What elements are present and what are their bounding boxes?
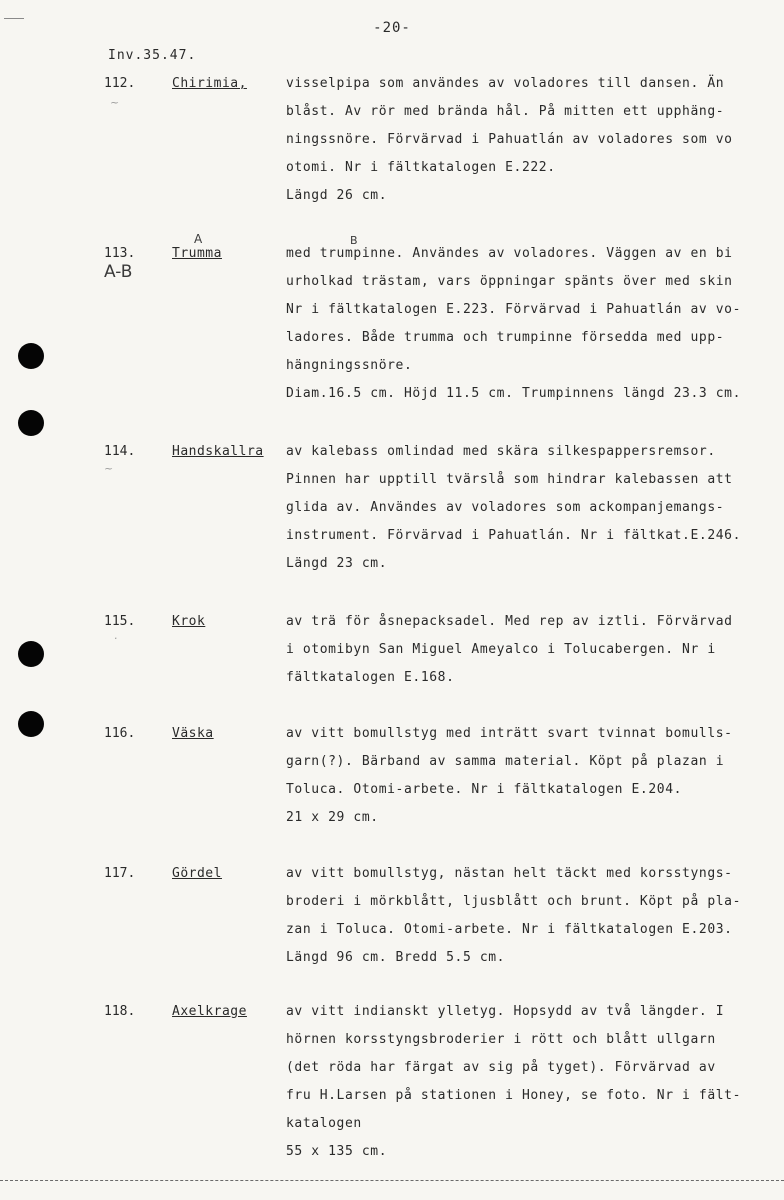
description-line: glida av. Användes av voladores som ackompanjemangs- bbox=[286, 500, 725, 515]
entry-number: 115. bbox=[104, 614, 136, 629]
description-line: av kalebass omlindad med skära silkespappersremsor. bbox=[286, 444, 716, 459]
entry-name: Axelkrage bbox=[172, 1004, 247, 1019]
entry-description bbox=[286, 720, 766, 832]
entry-description bbox=[286, 860, 766, 972]
entry-description bbox=[286, 240, 766, 408]
description-line: av vitt bomullstyg med inträtt svart tvinnat bomulls- bbox=[286, 726, 733, 741]
description-line: hörnen korsstyngsbroderier i rött och blått ullgarn bbox=[286, 1032, 716, 1047]
description-line: av vitt indianskt ylletyg. Hopsydd av två längder. I bbox=[286, 1004, 725, 1019]
description-line: zan i Toluca. Otomi-arbete. Nr i fältkatalogen E.203. bbox=[286, 922, 733, 937]
entry-description bbox=[286, 998, 766, 1166]
entry-number: 113. bbox=[104, 246, 136, 261]
entry-number: 117. bbox=[104, 866, 136, 881]
description-line: instrument. Förvärvad i Pahuatlán. Nr i fältkat.E.246. bbox=[286, 528, 742, 543]
entry-name: Trumma bbox=[172, 246, 222, 261]
description-line: blåst. Av rör med brända hål. På mitten ett upphäng- bbox=[286, 104, 725, 119]
description-line: visselpipa som användes av voladores till dansen. Än bbox=[286, 76, 725, 91]
punch-hole bbox=[18, 343, 44, 369]
entry-number: 114. bbox=[104, 444, 136, 459]
description-line: otomi. Nr i fältkatalogen E.222. bbox=[286, 160, 556, 175]
description-line: urholkad trästam, vars öppningar spänts över med skin bbox=[286, 274, 733, 289]
description-line: Längd 23 cm. bbox=[286, 556, 388, 571]
entry-name: Krok bbox=[172, 614, 206, 629]
description-line: katalogen bbox=[286, 1116, 362, 1131]
handwritten-note: A-B bbox=[104, 262, 133, 282]
entry-description bbox=[286, 438, 766, 578]
description-line: 21 x 29 cm. bbox=[286, 810, 379, 825]
punch-hole bbox=[18, 711, 44, 737]
entry-description bbox=[286, 70, 766, 210]
entry-number: 112. bbox=[104, 76, 136, 91]
description-line: Toluca. Otomi-arbete. Nr i fältkatalogen E.204. bbox=[286, 782, 683, 797]
punch-hole bbox=[18, 410, 44, 436]
inventory-number: Inv.35.47. bbox=[108, 48, 197, 63]
handwritten-note: A bbox=[194, 232, 203, 246]
faint-mark: ~ bbox=[104, 462, 114, 475]
entry-name: Handskallra bbox=[172, 444, 264, 459]
description-line: Pinnen har upptill tvärslå som hindrar kalebassen att bbox=[286, 472, 733, 487]
entry-name: Gördel bbox=[172, 866, 222, 881]
faint-mark: · bbox=[114, 632, 118, 645]
description-line: fältkatalogen E.168. bbox=[286, 670, 455, 685]
entry-number: 116. bbox=[104, 726, 136, 741]
description-line: hängningssnöre. bbox=[286, 358, 413, 373]
description-line: ningssnöre. Förvärvad i Pahuatlán av voladores som vo bbox=[286, 132, 733, 147]
faint-mark: ~ bbox=[110, 96, 120, 109]
description-line: ladores. Både trumma och trumpinne försedda med upp- bbox=[286, 330, 725, 345]
margin-mark bbox=[4, 18, 24, 19]
handwritten-note: B bbox=[350, 234, 358, 247]
description-line: Längd 96 cm. Bredd 5.5 cm. bbox=[286, 950, 506, 965]
description-line: (det röda har färgat av sig på tyget). Förvärvad av bbox=[286, 1060, 716, 1075]
description-line: 55 x 135 cm. bbox=[286, 1144, 388, 1159]
description-line: av trä för åsnepacksadel. Med rep av iztli. Förvärvad bbox=[286, 614, 733, 629]
entry-description bbox=[286, 608, 766, 692]
description-line: med trumpinne. Användes av voladores. Väggen av en bi bbox=[286, 246, 733, 261]
entry-number: 118. bbox=[104, 1004, 136, 1019]
entry-name: Chirimia, bbox=[172, 76, 247, 91]
description-line: Diam.16.5 cm. Höjd 11.5 cm. Trumpinnens längd 23.3 cm. bbox=[286, 386, 742, 401]
description-line: fru H.Larsen på stationen i Honey, se foto. Nr i fält- bbox=[286, 1088, 742, 1103]
entry-name: Väska bbox=[172, 726, 214, 741]
description-line: i otomibyn San Miguel Ameyalco i Tolucabergen. Nr i bbox=[286, 642, 716, 657]
description-line: Längd 26 cm. bbox=[286, 188, 388, 203]
bottom-rule bbox=[0, 1180, 784, 1181]
description-line: garn(?). Bärband av samma material. Köpt på plazan i bbox=[286, 754, 725, 769]
description-line: Nr i fältkatalogen E.223. Förvärvad i Pahuatlán av vo- bbox=[286, 302, 742, 317]
page-number: -20- bbox=[373, 20, 411, 36]
punch-hole bbox=[18, 641, 44, 667]
description-line: broderi i mörkblått, ljusblått och brunt. Köpt på pla- bbox=[286, 894, 742, 909]
description-line: av vitt bomullstyg, nästan helt täckt med korsstyngs- bbox=[286, 866, 733, 881]
